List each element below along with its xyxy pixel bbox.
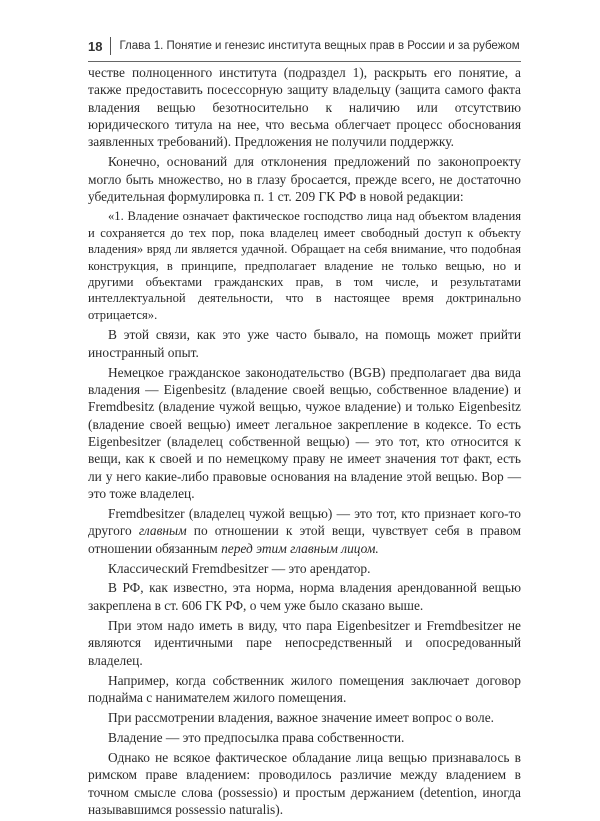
paragraph: Например, когда собственник жилого помещения заключает договор поднайма с нанимателем жилого помещения.: [88, 672, 521, 706]
running-header: [88, 33, 521, 59]
page-body: [88, 64, 521, 821]
paragraph: При рассмотрении владения, важное значение имеет вопрос о воле.: [108, 710, 495, 726]
header-separator: [110, 37, 111, 55]
text-run: по отношении к этой вещи, чувствует себя в правом отношении обязанным: [88, 523, 521, 556]
emphasis: главным: [138, 523, 187, 539]
chapter-title: Глава 1. Понятие и генезис института вещных прав в России и за рубежом: [119, 40, 520, 52]
text-run: Fremdbesitzer (владелец чужой вещью) — это тот, кто признает кого-то другого: [88, 506, 521, 539]
paragraph: Конечно, оснований для отклонения предложений по законопроекту могло быть множество, но в глазу бросается, прежде всего, не достаточно убедительная формулировка п. 1 ст. 209 ГК РФ в новой редакции:: [88, 154, 521, 205]
paragraph-fremdbesitzer: [88, 505, 521, 557]
paragraph: Немецкое гражданское законодательство (BGB) предполагает два вида владения — Eigenbesitz (владение своей вещью, собственное владение) и Fremdbesitz (владение чужой вещью, чужое владение) и только Eigenbesitz (владение своей вещью) имеет легальное закрепление в кодексе. То есть Eigenbesitzer (владелец собственной вещью) — это тот, кто относится к вещи, как к своей и по немецкому праву не имеет значения тот факт, есть ли у него какие-либо правовые основания на владение этой вещью. Вор — это тоже владелец.: [88, 364, 521, 501]
paragraph: честве полноценного института (подраздел 1), раскрыть его понятие, а также предоставить посессорную защиту владельцу (защита самого факта владения вещью безотносительно к наличию или отсутствию юридического титула на нее, что весьма облегчает процесс обоснования заявленных требований). Предложения не получили поддержку.: [88, 65, 521, 150]
header-rule: [88, 61, 521, 62]
paragraph: Классический Fremdbesitzer — это арендатор.: [108, 561, 371, 577]
paragraph: Однако не всякое фактическое обладание лица вещью признавалось в римском праве владением: проводилось различие между владением в точном смысле слова (possessio) и простым держанием (detention, иногда называвшимся possessio naturalis).: [88, 750, 521, 817]
paragraph: В этой связи, как это уже часто бывало, на помощь может прийти иностранный опыт.: [88, 327, 521, 360]
quotation: «1. Владение означает фактическое господство лица над объектом владения и сохраняется до тех пор, пока владелец имеет свободный доступ к объекту владения» вряд ли является удачной. Обращает на себя внимание, что подобная конструкция, в принципе, предполагает владение не только вещью, но и другими объектами гражданских прав, в том числе, и результатами интеллектуальной деятельности, что в настоящее время доктринально отрицается».: [88, 209, 521, 322]
paragraph: Владение — это предпосылка права собственности.: [108, 729, 405, 745]
emphasis: перед этим главным лицом.: [221, 540, 379, 556]
page-number: 18: [88, 38, 103, 54]
paragraph: При этом надо иметь в виду, что пара Eigenbesitzer и Fremdbesitzer не являются идентичными паре непосредственный и опосредованный владелец.: [88, 617, 521, 668]
paragraph: В РФ, как известно, эта норма, норма владения арендованной вещью закреплена в ст. 606 ГК РФ, о чем уже было сказано выше.: [88, 580, 521, 613]
